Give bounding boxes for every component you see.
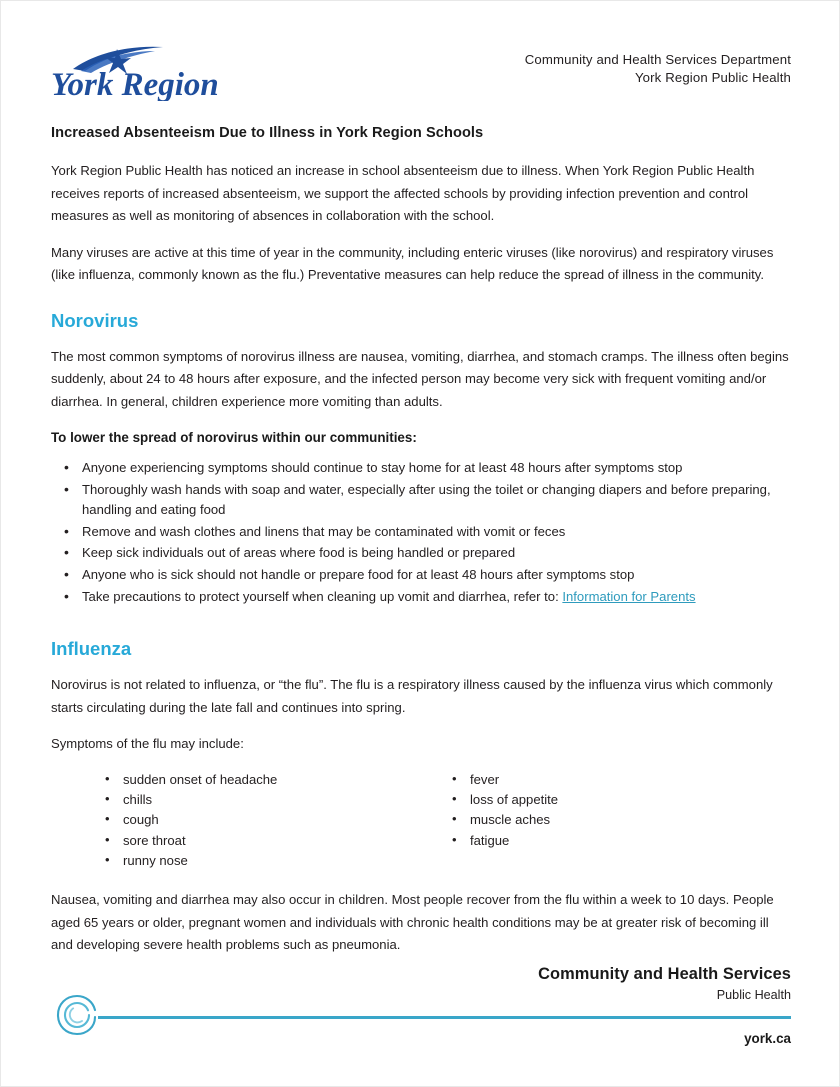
list-item: • runny nose [99,851,422,871]
symptoms-list-right [446,770,793,851]
symptoms-column-right [422,770,793,871]
york-region-logo [51,45,311,101]
footer-rule-row [51,1010,791,1034]
section-heading-influenza: Influenza [51,638,132,660]
spiral-swirl-icon [51,989,103,1041]
footer-division: Public Health [716,988,791,1002]
list-item: • fever [446,770,793,790]
influenza-symptoms-columns [51,770,793,871]
section-heading-norovirus: Norovirus [51,309,139,331]
document-body [51,123,793,957]
york-region-logo-svg [51,45,311,101]
list-item: • Anyone experiencing symptoms should continue to stay home for at least 48 hours after symptoms stop [82,458,793,479]
footer-titles [538,964,791,1004]
list-item: • fatigue [446,831,793,851]
norovirus-subheading: To lower the spread of norovirus within our communities: [51,430,417,445]
norovirus-paragraph: The most common symptoms of norovirus illness are nausea, vomiting, diarrhea, and stomach cramps. The illness often begins suddenly, about 24 to 48 hours after exposure, and the infected person may become very sick with frequent vomiting and/or diarrhea. In general, children experience more vomiting than adults. [51,348,789,409]
list-item: • loss of appetite [446,790,793,810]
header-dept-line-2: York Region Public Health [634,69,791,85]
list-item: • Remove and wash clothes and linens that may be contaminated with vomit or feces [82,522,793,543]
list-item: • cough [99,810,422,830]
document-footer [51,964,791,1046]
header-department-block [525,51,791,86]
influenza-closing-paragraph: Nausea, vomiting and diarrhea may also occur in children. Most people recover from the flu within a week to 10 days. People aged 65 years or older, pregnant women and individuals with chronic health conditions may be at greater risk of becoming ill and developing severe health problems such as pneumonia. [51,892,774,953]
footer-department: Community and Health Services [538,965,791,983]
intro-paragraph-1: York Region Public Health has noticed an increase in school absenteeism due to illness. When York Region Public Health receives reports of increased absenteeism, we support the affected schools by providing infection prevention and control measures as well as monitoring of absences in collaboration with the school. [51,163,755,223]
footer-title-block [51,964,791,1010]
footer-divider-line [98,1016,791,1019]
footer-website-url[interactable]: york.ca [744,1031,791,1046]
document-header [51,45,791,103]
list-item: • sudden onset of headache [99,770,422,790]
list-item: • sore throat [99,831,422,851]
header-dept-line-1: Community and Health Services Department [524,52,791,67]
symptoms-list-left [99,770,422,871]
list-item: • chills [99,790,422,810]
list-item: • Keep sick individuals out of areas where food is being handled or prepared [82,543,793,564]
list-item: • Thoroughly wash hands with soap and water, especially after using the toilet or changing diapers and before preparing, handling and eating food [82,480,793,521]
influenza-symptoms-intro: Symptoms of the flu may include: [51,736,244,752]
influenza-paragraph: Norovirus is not related to influenza, or “the flu”. The flu is a respiratory illness caused by the influenza virus which commonly starts circulating during the late fall and continues into spring. [51,677,773,715]
york-region-logo-text: York Region [51,67,219,101]
symptoms-column-left [51,770,422,871]
intro-paragraph-2: Many viruses are active at this time of year in the community, including enteric viruses (like norovirus) and respiratory viruses (like influenza, commonly known as the flu.) Preventative measures can help reduce the spread of illness in the community. [51,244,774,282]
list-item-text: Take precautions to protect yourself when cleaning up vomit and diarrhea, refer to: [82,588,563,604]
list-item: • muscle aches [446,810,793,830]
information-for-parents-link[interactable]: Information for Parents [562,588,696,604]
list-item-with-link [82,587,793,608]
list-item: • Anyone who is sick should not handle or prepare food for at least 48 hours after symptoms stop [82,565,793,586]
page-title: Increased Absenteeism Due to Illness in York Region Schools [51,125,484,141]
norovirus-bullet-list [51,458,793,607]
